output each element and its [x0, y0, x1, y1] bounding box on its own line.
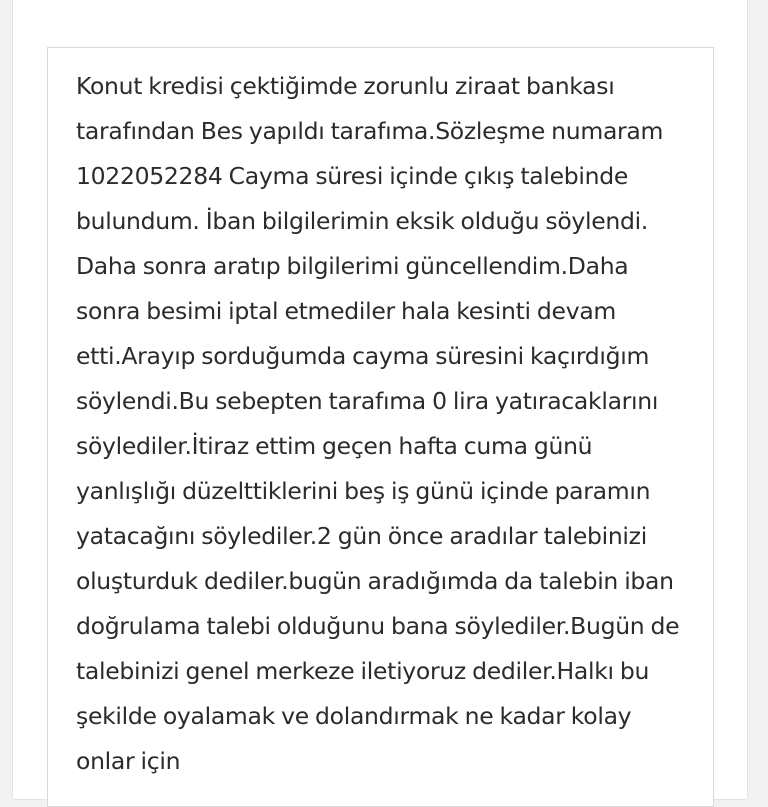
complaint-description-text: Konut kredisi çektiğimde zorunlu ziraat bankası tarafından Bes yapıldı tarafıma.Sözleşme numaram 1022052284 Cayma süresi içinde çıkış talebinde bulundum. İban bilgilerimin eksik olduğu söylendi. Daha sonra aratıp bilgilerimi güncellendim.Daha sonra besimi iptal etmediler hala kesinti devam etti.Arayıp sorduğumda cayma süresini kaçırdığım söylendi.Bu sebepten tarafıma 0 lira yatıracaklarını söylediler.İtiraz ettim geçen hafta cuma günü yanlışlığı düzelttiklerini beş iş günü içinde paramın yatacağını söylediler.2 gün önce aradılar talebinizi oluşturduk dediler.bugün aradığımda da talebin iban doğrulama talebi olduğunu bana söylediler.Bugün de talebinizi genel merkeze iletiyoruz dediler.Halkı bu şekilde oyalamak ve dolandırmak ne kadar kolay onlar için	[76, 72, 680, 775]
complaint-description-textarea[interactable]	[47, 47, 714, 807]
